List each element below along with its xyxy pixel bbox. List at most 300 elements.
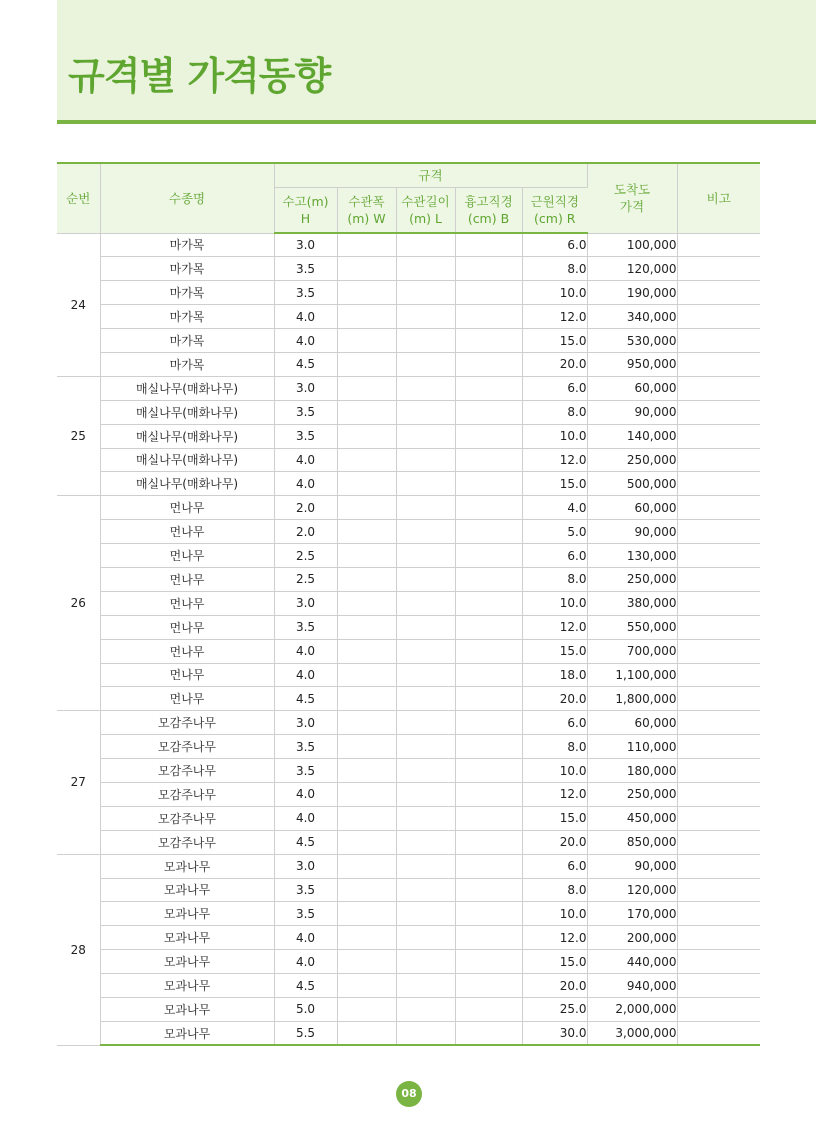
length-cell [396,329,455,353]
price-cell: 130,000 [587,544,677,568]
remark-cell [677,1021,760,1045]
height-cell: 4.0 [274,448,337,472]
header-height-line2: H [300,210,311,226]
root-diameter-cell: 10.0 [522,424,587,448]
table-row [57,376,760,400]
height-cell: 3.5 [274,400,337,424]
width-cell [337,400,396,424]
breast-diameter-cell [455,329,522,353]
breast-diameter-cell [455,281,522,305]
table-row [57,830,760,854]
species-name-cell: 마가목 [100,257,274,281]
breast-diameter-cell [455,424,522,448]
length-cell [396,711,455,735]
price-cell: 60,000 [587,496,677,520]
width-cell [337,281,396,305]
height-cell: 3.0 [274,233,337,257]
species-name-cell: 모감주나무 [100,711,274,735]
remark-cell [677,591,760,615]
breast-diameter-cell [455,257,522,281]
breast-diameter-cell [455,902,522,926]
root-diameter-cell: 10.0 [522,281,587,305]
root-diameter-cell: 18.0 [522,663,587,687]
species-name-cell: 먼나무 [100,520,274,544]
header-length-line1: 수관길이 [401,193,450,209]
price-cell: 380,000 [587,591,677,615]
root-diameter-cell: 6.0 [522,544,587,568]
length-cell [396,926,455,950]
root-diameter-cell: 12.0 [522,926,587,950]
remark-cell [677,352,760,376]
height-cell: 3.5 [274,878,337,902]
remark-cell [677,974,760,998]
length-cell [396,998,455,1022]
table-row [57,735,760,759]
price-cell: 140,000 [587,424,677,448]
remark-cell [677,687,760,711]
table-row [57,591,760,615]
height-cell: 3.5 [274,902,337,926]
breast-diameter-cell [455,233,522,257]
price-cell: 550,000 [587,615,677,639]
root-diameter-cell: 8.0 [522,567,587,591]
length-cell [396,974,455,998]
length-cell [396,520,455,544]
length-cell [396,782,455,806]
breast-diameter-cell [455,352,522,376]
price-cell: 2,000,000 [587,998,677,1022]
root-diameter-cell: 20.0 [522,830,587,854]
height-cell: 4.0 [274,639,337,663]
remark-cell [677,544,760,568]
height-cell: 3.5 [274,257,337,281]
height-cell: 3.0 [274,711,337,735]
header-width-line2: (m) W [347,210,386,226]
breast-diameter-cell [455,400,522,424]
table-row [57,233,760,257]
width-cell [337,639,396,663]
width-cell [337,591,396,615]
remark-cell [677,281,760,305]
root-diameter-cell: 10.0 [522,759,587,783]
root-diameter-cell: 15.0 [522,806,587,830]
species-name-cell: 매실나무(매화나무) [100,376,274,400]
remark-cell [677,424,760,448]
remark-cell [677,376,760,400]
group-number-cell: 25 [57,376,100,495]
table-row [57,424,760,448]
species-name-cell: 모감주나무 [100,830,274,854]
species-name-cell: 먼나무 [100,496,274,520]
length-cell [396,376,455,400]
price-cell: 170,000 [587,902,677,926]
table-row [57,878,760,902]
breast-diameter-cell [455,687,522,711]
price-cell: 250,000 [587,567,677,591]
root-diameter-cell: 30.0 [522,1021,587,1045]
price-cell: 60,000 [587,376,677,400]
price-cell: 440,000 [587,950,677,974]
height-cell: 3.5 [274,424,337,448]
header-breast-line1: 흉고직경 [464,193,513,209]
width-cell [337,544,396,568]
remark-cell [677,472,760,496]
species-name-cell: 모과나무 [100,950,274,974]
breast-diameter-cell [455,305,522,329]
remark-cell [677,711,760,735]
root-diameter-cell: 8.0 [522,878,587,902]
species-name-cell: 매실나무(매화나무) [100,448,274,472]
species-name-cell: 모과나무 [100,1021,274,1045]
width-cell [337,305,396,329]
species-name-cell: 모감주나무 [100,735,274,759]
length-cell [396,591,455,615]
table-row [57,567,760,591]
species-name-cell: 먼나무 [100,687,274,711]
table-row [57,496,760,520]
length-cell [396,902,455,926]
width-cell [337,806,396,830]
table-row [57,257,760,281]
breast-diameter-cell [455,615,522,639]
height-cell: 4.0 [274,305,337,329]
length-cell [396,854,455,878]
species-name-cell: 먼나무 [100,544,274,568]
width-cell [337,687,396,711]
table-row [57,352,760,376]
price-cell: 700,000 [587,639,677,663]
remark-cell [677,520,760,544]
table-row [57,998,760,1022]
width-cell [337,472,396,496]
remark-cell [677,735,760,759]
root-diameter-cell: 20.0 [522,974,587,998]
height-cell: 4.0 [274,782,337,806]
table-row [57,639,760,663]
root-diameter-cell: 5.0 [522,520,587,544]
height-cell: 3.0 [274,591,337,615]
remark-cell [677,257,760,281]
breast-diameter-cell [455,759,522,783]
breast-diameter-cell [455,830,522,854]
height-cell: 3.5 [274,759,337,783]
table-row [57,448,760,472]
header-spec: 규격 [274,163,587,187]
length-cell [396,950,455,974]
remark-cell [677,329,760,353]
header-width [337,187,396,233]
root-diameter-cell: 6.0 [522,376,587,400]
breast-diameter-cell [455,520,522,544]
price-cell: 250,000 [587,782,677,806]
table-row [57,520,760,544]
header-breast-line2: (cm) B [467,210,510,226]
remark-cell [677,233,760,257]
remark-cell [677,902,760,926]
table-row [57,544,760,568]
table-row [57,687,760,711]
height-cell: 3.5 [274,281,337,305]
price-cell: 120,000 [587,257,677,281]
length-cell [396,567,455,591]
breast-diameter-cell [455,1021,522,1045]
root-diameter-cell: 10.0 [522,591,587,615]
group-number-cell: 28 [57,854,100,1045]
header-height-line1: 수고(m) [282,193,329,209]
width-cell [337,424,396,448]
species-name-cell: 모감주나무 [100,759,274,783]
remark-cell [677,639,760,663]
species-name-cell: 마가목 [100,281,274,305]
breast-diameter-cell [455,544,522,568]
width-cell [337,448,396,472]
height-cell: 4.0 [274,926,337,950]
species-name-cell: 모과나무 [100,974,274,998]
remark-cell [677,305,760,329]
header-name: 수종명 [100,163,274,233]
table-row [57,854,760,878]
price-cell: 120,000 [587,878,677,902]
header-price-line2: 가격 [619,199,645,215]
species-name-cell: 마가목 [100,352,274,376]
root-diameter-cell: 10.0 [522,902,587,926]
price-cell: 530,000 [587,329,677,353]
species-name-cell: 먼나무 [100,615,274,639]
page-title: 규격별 가격동향 [68,54,331,98]
width-cell [337,257,396,281]
height-cell: 4.0 [274,950,337,974]
header-root-line2: (cm) R [534,210,576,226]
page-number: 08 [396,1081,422,1107]
width-cell [337,352,396,376]
remark-cell [677,878,760,902]
price-cell: 850,000 [587,830,677,854]
length-cell [396,496,455,520]
height-cell: 3.5 [274,735,337,759]
height-cell: 4.5 [274,687,337,711]
table-row [57,663,760,687]
length-cell [396,424,455,448]
breast-diameter-cell [455,663,522,687]
species-name-cell: 모과나무 [100,878,274,902]
group-number-cell: 27 [57,711,100,854]
height-cell: 2.0 [274,520,337,544]
price-cell: 940,000 [587,974,677,998]
width-cell [337,520,396,544]
width-cell [337,567,396,591]
remark-cell [677,854,760,878]
header-no: 순번 [57,163,100,233]
species-name-cell: 모과나무 [100,926,274,950]
header-length-line2: (m) L [409,210,442,226]
length-cell [396,233,455,257]
length-cell [396,735,455,759]
root-diameter-cell: 6.0 [522,233,587,257]
table-row [57,759,760,783]
species-name-cell: 모감주나무 [100,782,274,806]
height-cell: 4.5 [274,352,337,376]
breast-diameter-cell [455,950,522,974]
root-diameter-cell: 8.0 [522,735,587,759]
height-cell: 2.0 [274,496,337,520]
root-diameter-cell: 15.0 [522,639,587,663]
species-name-cell: 모과나무 [100,998,274,1022]
length-cell [396,257,455,281]
remark-cell [677,782,760,806]
length-cell [396,878,455,902]
remark-cell [677,448,760,472]
header-breast [455,187,522,233]
header-price [587,163,677,233]
price-cell: 340,000 [587,305,677,329]
table-row [57,806,760,830]
table-row [57,1021,760,1045]
header-width-line1: 수관폭 [348,193,385,209]
remark-cell [677,615,760,639]
breast-diameter-cell [455,926,522,950]
root-diameter-cell: 15.0 [522,472,587,496]
breast-diameter-cell [455,496,522,520]
height-cell: 4.0 [274,472,337,496]
breast-diameter-cell [455,782,522,806]
width-cell [337,735,396,759]
width-cell [337,902,396,926]
species-name-cell: 먼나무 [100,639,274,663]
price-cell: 60,000 [587,711,677,735]
price-cell: 250,000 [587,448,677,472]
length-cell [396,615,455,639]
price-cell: 190,000 [587,281,677,305]
width-cell [337,782,396,806]
width-cell [337,711,396,735]
price-cell: 100,000 [587,233,677,257]
price-cell: 1,800,000 [587,687,677,711]
breast-diameter-cell [455,591,522,615]
height-cell: 3.0 [274,376,337,400]
root-diameter-cell: 20.0 [522,687,587,711]
price-cell: 3,000,000 [587,1021,677,1045]
width-cell [337,233,396,257]
species-name-cell: 먼나무 [100,663,274,687]
length-cell [396,544,455,568]
species-name-cell: 먼나무 [100,567,274,591]
length-cell [396,472,455,496]
price-table [57,162,760,1046]
breast-diameter-cell [455,639,522,663]
header-divider [57,120,816,124]
length-cell [396,830,455,854]
species-name-cell: 매실나무(매화나무) [100,472,274,496]
height-cell: 4.0 [274,329,337,353]
root-diameter-cell: 8.0 [522,257,587,281]
width-cell [337,926,396,950]
height-cell: 3.5 [274,615,337,639]
table-row [57,329,760,353]
price-cell: 90,000 [587,854,677,878]
width-cell [337,1021,396,1045]
table-row [57,711,760,735]
remark-cell [677,926,760,950]
remark-cell [677,496,760,520]
height-cell: 4.0 [274,663,337,687]
breast-diameter-cell [455,448,522,472]
price-cell: 1,100,000 [587,663,677,687]
root-diameter-cell: 4.0 [522,496,587,520]
table-row [57,472,760,496]
width-cell [337,998,396,1022]
length-cell [396,663,455,687]
root-diameter-cell: 12.0 [522,615,587,639]
length-cell [396,305,455,329]
price-table-body [57,233,760,1045]
root-diameter-cell: 12.0 [522,305,587,329]
width-cell [337,950,396,974]
width-cell [337,878,396,902]
price-cell: 500,000 [587,472,677,496]
remark-cell [677,806,760,830]
species-name-cell: 매실나무(매화나무) [100,424,274,448]
remark-cell [677,950,760,974]
root-diameter-cell: 15.0 [522,329,587,353]
table-row [57,974,760,998]
table-row [57,305,760,329]
height-cell: 5.0 [274,998,337,1022]
width-cell [337,615,396,639]
price-cell: 450,000 [587,806,677,830]
root-diameter-cell: 6.0 [522,854,587,878]
length-cell [396,759,455,783]
root-diameter-cell: 12.0 [522,782,587,806]
width-cell [337,663,396,687]
width-cell [337,830,396,854]
remark-cell [677,567,760,591]
species-name-cell: 모과나무 [100,854,274,878]
header-price-line1: 도착도 [613,182,651,198]
length-cell [396,1021,455,1045]
height-cell: 4.0 [274,806,337,830]
root-diameter-cell: 25.0 [522,998,587,1022]
price-cell: 950,000 [587,352,677,376]
species-name-cell: 마가목 [100,305,274,329]
breast-diameter-cell [455,878,522,902]
height-cell: 4.5 [274,974,337,998]
length-cell [396,281,455,305]
price-cell: 110,000 [587,735,677,759]
remark-cell [677,830,760,854]
width-cell [337,496,396,520]
group-number-cell: 26 [57,496,100,711]
remark-cell [677,400,760,424]
table-row [57,782,760,806]
width-cell [337,376,396,400]
species-name-cell: 마가목 [100,329,274,353]
table-row [57,902,760,926]
table-row [57,926,760,950]
root-diameter-cell: 8.0 [522,400,587,424]
species-name-cell: 모감주나무 [100,806,274,830]
species-name-cell: 모과나무 [100,902,274,926]
remark-cell [677,663,760,687]
breast-diameter-cell [455,472,522,496]
breast-diameter-cell [455,974,522,998]
header-height [274,187,337,233]
header-root [522,187,587,233]
breast-diameter-cell [455,998,522,1022]
price-cell: 90,000 [587,400,677,424]
root-diameter-cell: 15.0 [522,950,587,974]
length-cell [396,639,455,663]
group-number-cell: 24 [57,233,100,376]
